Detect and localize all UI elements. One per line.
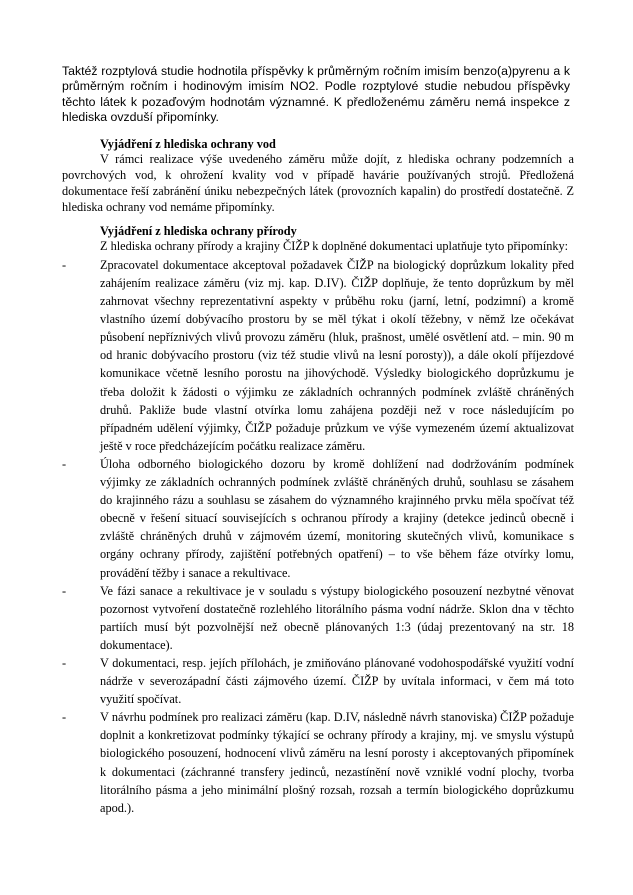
bullet-dash: - <box>62 456 67 471</box>
list-item <box>62 455 574 582</box>
list-item <box>62 654 574 708</box>
bullet-dash: - <box>62 583 67 598</box>
water-protection-heading: Vyjádření z hlediska ochrany vod <box>100 137 276 151</box>
nature-protection-heading: Vyjádření z hlediska ochrany přírody <box>100 224 297 238</box>
bullet-dash: - <box>62 710 67 725</box>
water-protection-paragraph: V rámci realizace výše uvedeného záměru může dojít, z hlediska ochrany podzemních a povrchových vod, k ohrožení kvality vod v případě havárie používaných strojů. Předložená dokumentace řeší zabránění úniku nebezpečných látek (provozních kapalin) do prostředí dostatečně. Z hlediska ochrany vod nemáme připomínky. <box>62 152 574 214</box>
nature-protection-intro: Z hlediska ochrany přírody a krajiny ČIŽP k doplněné dokumentaci uplatňuje tyto připomínky: <box>100 239 569 253</box>
list-item <box>62 582 574 654</box>
list-item <box>62 256 574 455</box>
water-protection-section <box>62 136 574 216</box>
bullet-dash: - <box>62 257 67 272</box>
list-item-text: Zpracovatel dokumentace akceptoval požadavek ČIŽP na biologický doprůzkum lokality před zahájením realizace záměru (viz mj. kap. D.IV). ČIŽP doplňuje, že tento doprůzkum by měl zahrnovat všechny reprezentativní aspekty v průběhu roku (jarní, letní, podzimní) a kromě vlastního území dobývacího prostoru by se měl týkat i okolí těžebny, v němž lze očekávat působení nepříznivých vlivů provozu záměru (hluk, prašnost, umělé osvětlení atd. – min. 90 m od hranic dobývacího prostoru (viz též studie vlivů na lesní porosty)), a dále okolí příjezdové komunikace včetně lesního porostu na jihovýchodě. Výsledky biologického doprůzkumu je třeba doložit k žádosti o výjimku ze základních ochranných podmínek zvláště chráněných druhů. Pakliže bude vlastní otvírka lomu zahájena později než v roce následujícím po případném udělení výjimky, ČIŽP požaduje průzkum ve výše vymezeném území aktualizovat ještě v roce předcházejícím počátku realizace záměru. <box>100 257 574 453</box>
nature-protection-section <box>62 223 574 817</box>
list-item-text: Ve fázi sanace a rekultivace je v souladu s výstupy biologického posouzení nezbytné věnovat pozornost vytvoření dostatečně rozlehlého litorálního pásma vodní nádrže. Sklon dna v těchto partiích musí být pozvolnější než obecně plánovaných 1:3 (údaj prezentovaný na str. 18 dokumentace). <box>100 583 574 652</box>
comments-list <box>62 256 574 817</box>
air-quality-paragraph: Taktéž rozptylová studie hodnotila příspěvky k průměrným ročním imisím benzo(a)pyrenu a k průměrným ročním i hodinovým imisím NO2. Podle rozptylové studie nebudou příspěvky těchto látek k pozaďovým hodnotám významné. K předloženému záměru nemá inspekce z hlediska ovzduší připomínky. <box>62 64 570 125</box>
bullet-dash: - <box>62 655 67 670</box>
list-item-text: Úloha odborného biologického dozoru by kromě dohlížení nad dodržováním podmínek výjimky ze základních ochranných podmínek zvláště chráněných druhů, souhlasu se zásahem do krajinného rázu a souhlasu se zásahem do významného krajinného prvku měla spočívat též obecně v řešení situací souvisejících s ochranou přírody a krajiny (detekce jedinců obecně i zvláště chráněných druhů v zájmovém území, monitoring skutečných vlivů, komunikace s orgány ochrany přírody, zajištění potřebných opatření) – to vše během fáze otvírky lomu, provádění těžby i sanace a rekultivace. <box>100 456 574 580</box>
list-item-text: V dokumentaci, resp. jejích přílohách, je zmiňováno plánované vodohospodářské využití vodní nádrže v severozápadní části zájmového území. ČIŽP by uvítala informaci, v čem má toto využití spočívat. <box>100 655 574 707</box>
list-item <box>62 708 574 817</box>
list-item-text: V návrhu podmínek pro realizaci záměru (kap. D.IV, následně návrh stanoviska) ČIŽP požaduje doplnit a konkretizovat podmínky týkající se ochrany přírody a krajiny, mj. ve smyslu výstupů biologického posouzení, hodnocení vlivů záměru na lesní porosty i akceptovaných připomínek k dokumentaci (záchranné transfery jedinců, nezastínění nově vzniklé vodní plochy, tvorba litorálního pásma a jeho minimální plošný rozsah, rozsah a termín biologického doprůzkumu apod.). <box>100 710 574 815</box>
